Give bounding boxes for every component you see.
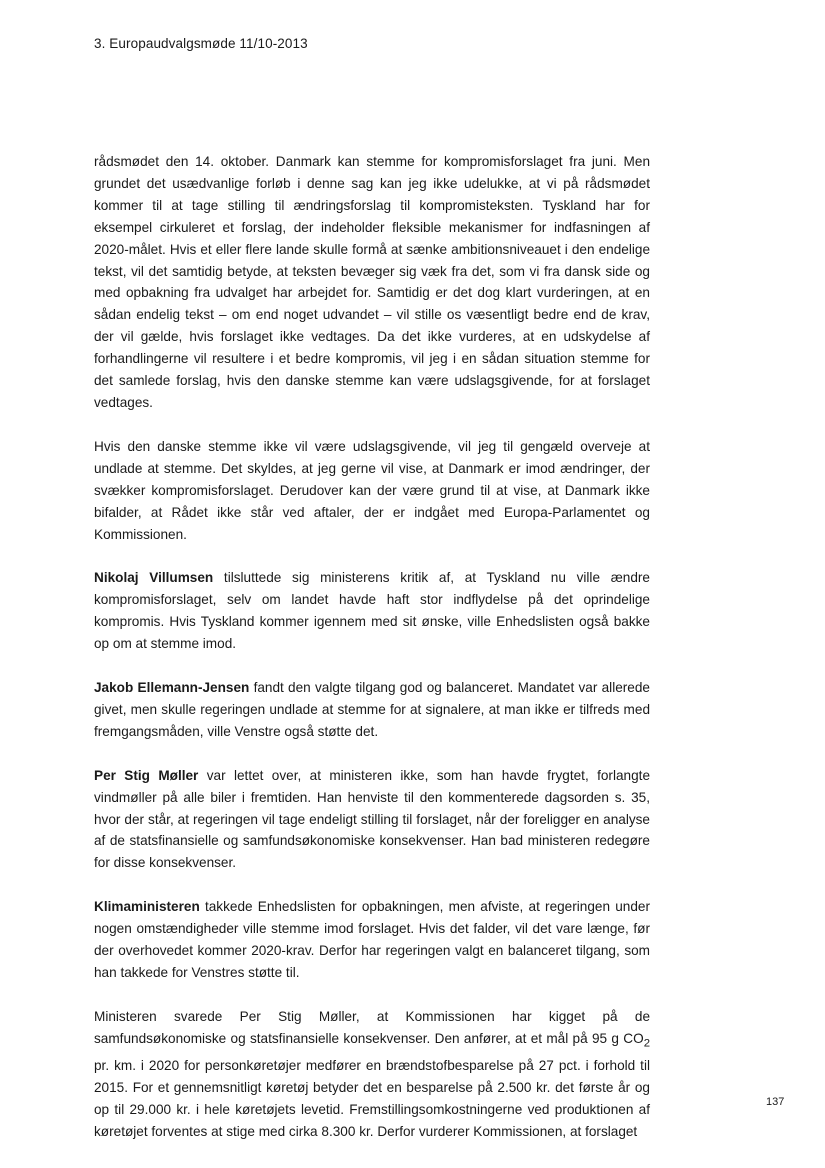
paragraph-text: rådsmødet den 14. oktober. Danmark kan stemme for kompromisforslaget fra juni. Men grundet det usædvanlige forløb i denne sag kan jeg ikke udelukke, at vi på rådsmødet kommer til at tage stilling til ændringsforslag til kompromisteksten. Tyskland har for eksempel cirkuleret et forslag, der indeholder fleksible mekanismer for indfasningen af 2020-målet. Hvis et eller flere lande skulle formå at sænke ambitionsniveauet i den endelige tekst, vil det samtidig betyde, at teksten bevæger sig væk fra det, som vi fra dansk side og med opbakning fra udvalget har arbejdet for. Samtidig er det dog klart vurderingen, at en sådan endelig tekst – om end noget udvandet – vil stille os væsentligt bedre end de krav, der vil gælde, hvis forslaget ikke vedtages. Da det ikke vurderes, at en udskydelse af forhandlingerne vil resultere i et bedre kompromis, vil jeg i en sådan situation stemme for det samlede forslag, hvis den danske stemme kan være udslagsgivende, for at forslaget vedtages. <box>94 154 650 410</box>
paragraph <box>94 567 650 655</box>
header-title: 3. Europaudvalgsmøde 11/10-2013 <box>94 36 308 51</box>
paragraph <box>94 677 650 743</box>
paragraph-text: Hvis den danske stemme ikke vil være udslagsgivende, vil jeg til gengæld overveje at undlade at stemme. Det skyldes, at jeg gerne vil vise, at Danmark er imod ændringer, der svækker kompromisforslaget. Derudover kan der være grund til at vise, at Danmark ikke bifalder, at Rådet ikke står ved aftaler, der er indgået med Europa-Parlamentet og Kommissionen. <box>94 438 650 542</box>
paragraph-text: fandt den valgte tilgang god og balanceret. Mandatet var allerede givet, men skulle regeringen undlade at stemme for at signalere, at man ikke er tilfreds med fremgangsmåden, ville Venstre også støtte det. <box>94 680 650 739</box>
page-number-text: 137 <box>766 1096 785 1108</box>
speaker-name: Klimaministeren <box>94 899 200 915</box>
paragraph <box>94 1006 650 1143</box>
paragraph <box>94 151 650 414</box>
page-header <box>94 36 308 51</box>
paragraph-text: pr. km. i 2020 for personkøretøjer medfører en brændstofbesparelse på 27 pct. i forhold til 2015. For et gennemsnitligt køretøj betyder det en besparelse på 2.500 kr. det første år og op til 29.000 kr. i hele køretøjets levetid. Fremstillingsomkostningerne ved produktionen af køretøjet forventes at stige med cirka 8.300 kr. Derfor vurderer Kommissionen, at forslaget <box>94 1058 650 1140</box>
page-number <box>766 1096 784 1108</box>
paragraph-text: tilsluttede sig ministerens kritik af, at Tyskland nu ville ændre kompromisforslaget, selv om landet havde haft stor indflydelse på det oprindelige kompromis. Hvis Tyskland kommer igennem med sit ønske, ville Enhedslisten også bakke op om at stemme imod. <box>94 570 650 652</box>
paragraph-text: var lettet over, at ministeren ikke, som han havde frygtet, forlangte vindmøller på alle biler i fremtiden. Han henviste til den kommenterede dagsorden s. 35, hvor der står, at regeringen vil tage endeligt stilling til forslaget, når der foreligger en analyse af de statsfinansielle og samfundsøkonomiske konsekvenser. Han bad ministeren redegøre for disse konsekvenser. <box>94 767 650 871</box>
paragraph-text: Ministeren svarede Per Stig Møller, at Kommissionen har kigget på de samfundsøkonomiske og statsfinansielle konsekvenser. Den anfører, at et mål på 95 g CO <box>94 1008 650 1046</box>
paragraph <box>94 896 650 984</box>
speaker-name: Jakob Ellemann-Jensen <box>94 680 250 696</box>
paragraph-text: takkede Enhedslisten for opbakningen, men afviste, at regeringen under nogen omstændigheder ville stemme imod forslaget. Hvis det falder, vil det vare længe, før der overhovedet kommer 2020-krav. Derfor har regeringen valgt en balanceret tilgang, som han takkede for Venstres støtte til. <box>94 899 650 980</box>
document-body <box>94 151 650 1165</box>
speaker-name: Per Stig Møller <box>94 767 199 783</box>
paragraph <box>94 765 650 875</box>
paragraph <box>94 436 650 546</box>
speaker-name: Nikolaj Villumsen <box>94 570 214 586</box>
co2-subscript: 2 <box>643 1037 650 1050</box>
